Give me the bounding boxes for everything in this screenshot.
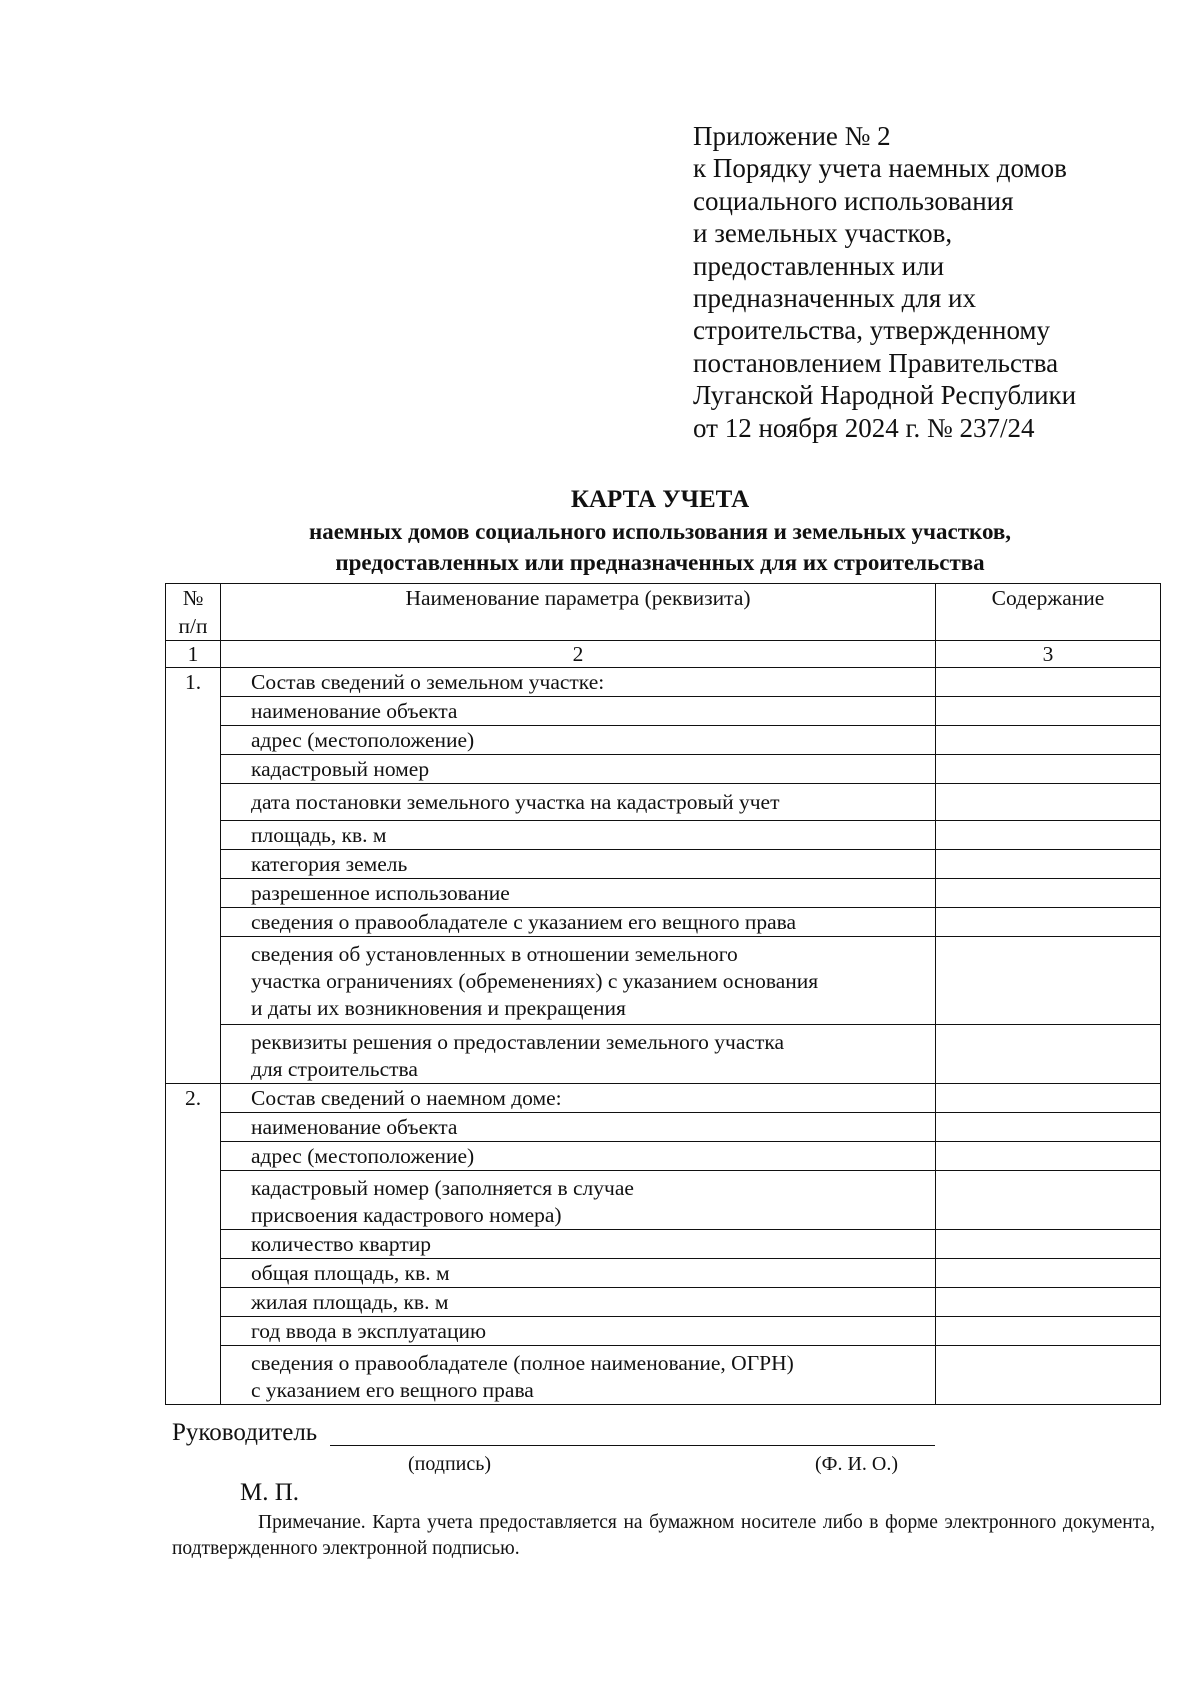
table-row — [166, 1142, 1161, 1171]
row-number-cell — [166, 697, 221, 726]
row-number-cell — [166, 726, 221, 755]
row-number-cell: 2. — [166, 1084, 221, 1113]
param-line: количество квартир — [251, 1232, 431, 1256]
document-subtitle-line: наемных домов социального использования и земельных участков, — [308, 519, 1012, 544]
param-cell — [221, 1171, 936, 1230]
content-cell[interactable] — [936, 1142, 1161, 1171]
row-number-cell — [166, 1171, 221, 1230]
row-number-cell — [166, 850, 221, 879]
header-content-cell: Содержание — [936, 584, 1161, 641]
content-cell[interactable] — [936, 821, 1161, 850]
param-cell — [221, 908, 936, 937]
content-cell[interactable] — [936, 1084, 1161, 1113]
row-number-cell — [166, 1230, 221, 1259]
param-cell — [221, 821, 936, 850]
table-row — [166, 1346, 1161, 1405]
table-header-row — [166, 584, 1161, 641]
param-line: сведения о правообладателе (полное наименование, ОГРН) — [251, 1351, 794, 1375]
param-cell — [221, 697, 936, 726]
row-number-cell — [166, 1259, 221, 1288]
content-cell[interactable] — [936, 1171, 1161, 1230]
table-row — [166, 850, 1161, 879]
content-cell[interactable] — [936, 1230, 1161, 1259]
param-cell — [221, 1288, 936, 1317]
document-title: КАРТА УЧЕТА — [570, 486, 750, 513]
content-cell[interactable] — [936, 1346, 1161, 1405]
document-subtitle-line: предоставленных или предназначенных для их строительства — [335, 550, 985, 575]
content-cell[interactable] — [936, 726, 1161, 755]
table-row — [166, 1113, 1161, 1142]
param-line: кадастровый номер — [251, 757, 430, 781]
document-title-block — [160, 484, 1160, 578]
param-line: площадь, кв. м — [251, 823, 387, 847]
row-number-cell — [166, 784, 221, 821]
table-row — [166, 726, 1161, 755]
table-row — [166, 1288, 1161, 1317]
content-cell[interactable] — [936, 850, 1161, 879]
table-row — [166, 821, 1161, 850]
param-line: жилая площадь, кв. м — [251, 1290, 449, 1314]
param-cell — [221, 1346, 936, 1405]
content-cell[interactable] — [936, 668, 1161, 697]
table-row — [166, 908, 1161, 937]
param-line: разрешенное использование — [251, 881, 510, 905]
column-number-cell: 2 — [221, 641, 936, 668]
param-cell — [221, 879, 936, 908]
section-title-row — [166, 1084, 1161, 1113]
column-number-cell: 3 — [936, 641, 1161, 668]
param-cell — [221, 1230, 936, 1259]
param-line: присвоения кадастрового номера) — [251, 1203, 562, 1227]
section-title-row — [166, 668, 1161, 697]
param-line: категория земель — [251, 852, 408, 876]
content-cell[interactable] — [936, 1025, 1161, 1084]
content-cell[interactable] — [936, 937, 1161, 1025]
table-row — [166, 1025, 1161, 1084]
appendix-line: и земельных участков, — [693, 218, 953, 249]
param-line: и даты их возникновения и прекращения — [251, 996, 626, 1020]
content-cell[interactable] — [936, 908, 1161, 937]
row-number-cell — [166, 755, 221, 784]
param-cell — [221, 1113, 936, 1142]
content-cell[interactable] — [936, 755, 1161, 784]
appendix-line: Приложение № 2 — [693, 121, 891, 151]
param-line: дата постановки земельного участка на кадастровый учет — [251, 790, 780, 814]
param-line: сведения об установленных в отношении земельного — [251, 942, 738, 966]
param-line: участка ограничениях (обременениях) с указанием основания — [251, 969, 819, 993]
table-row — [166, 879, 1161, 908]
appendix-line: Луганской Народной Республики — [693, 380, 1077, 411]
param-line: с указанием его вещного права — [251, 1378, 534, 1402]
table-row — [166, 1259, 1161, 1288]
appendix-line: от 12 ноября 2024 г. № 237/24 — [693, 412, 1035, 443]
appendix-line: предоставленных или — [693, 250, 945, 281]
table-row — [166, 1317, 1161, 1346]
row-number-cell — [166, 1288, 221, 1317]
content-cell[interactable] — [936, 1317, 1161, 1346]
appendix-line: предназначенных для их — [693, 282, 976, 313]
signature-label: Руководитель — [172, 1419, 318, 1446]
row-number-cell: 1. — [166, 668, 221, 697]
param-cell — [221, 755, 936, 784]
header-number-cell — [166, 584, 221, 641]
section-title-cell: Состав сведений о наемном доме: — [221, 1084, 936, 1113]
signature-line — [330, 1445, 935, 1446]
content-cell[interactable] — [936, 879, 1161, 908]
row-number-cell — [166, 937, 221, 1025]
registration-card-table — [165, 583, 1161, 1405]
table-row — [166, 1230, 1161, 1259]
table-row — [166, 1171, 1161, 1230]
content-cell[interactable] — [936, 784, 1161, 821]
signature-caption: (подпись) — [408, 1453, 492, 1475]
appendix-line: строительства, утвержденному — [693, 315, 1051, 346]
row-number-cell — [166, 1317, 221, 1346]
row-number-cell — [166, 908, 221, 937]
param-line: реквизиты решения о предоставлении земельного участка — [251, 1030, 785, 1054]
row-number-cell — [166, 1113, 221, 1142]
param-line: для строительства — [251, 1057, 418, 1081]
param-line: наименование объекта — [251, 699, 458, 723]
table-row — [166, 784, 1161, 821]
header-param-cell: Наименование параметра (реквизита) — [221, 584, 936, 641]
section-title-cell: Состав сведений о земельном участке: — [221, 668, 936, 697]
row-number-cell — [166, 879, 221, 908]
param-cell — [221, 1142, 936, 1171]
table-row — [166, 697, 1161, 726]
param-cell — [221, 937, 936, 1025]
appendix-line: к Порядку учета наемных домов — [693, 153, 1067, 184]
content-cell[interactable] — [936, 1113, 1161, 1142]
content-cell[interactable] — [936, 697, 1161, 726]
param-cell — [221, 850, 936, 879]
param-line: адрес (местоположение) — [251, 728, 475, 752]
column-numbers-row — [166, 641, 1161, 668]
param-line: сведения о правообладателе с указанием его вещного права — [251, 910, 797, 934]
row-number-cell — [166, 1025, 221, 1084]
param-cell — [221, 726, 936, 755]
row-number-cell — [166, 821, 221, 850]
param-cell — [221, 1317, 936, 1346]
footnote: Примечание. Карта учета предоставляется на бумажном носителе либо в форме электронного документа, подтвержденного электронной подписью. — [172, 1512, 1155, 1559]
row-number-cell — [166, 1142, 221, 1171]
content-cell[interactable] — [936, 1259, 1161, 1288]
param-cell — [221, 1259, 936, 1288]
param-line: наименование объекта — [251, 1115, 458, 1139]
header-number-line2: п/п — [178, 614, 208, 638]
stamp-place: М. П. — [240, 1479, 300, 1506]
param-line: адрес (местоположение) — [251, 1144, 475, 1168]
content-cell[interactable] — [936, 1288, 1161, 1317]
appendix-line: постановлением Правительства — [693, 347, 1059, 378]
table-row — [166, 755, 1161, 784]
header-number-line1: № — [182, 586, 204, 610]
param-cell — [221, 1025, 936, 1084]
param-line: кадастровый номер (заполняется в случае — [251, 1176, 634, 1200]
column-number-cell: 1 — [166, 641, 221, 668]
param-line: общая площадь, кв. м — [251, 1261, 450, 1285]
param-cell — [221, 784, 936, 821]
name-caption: (Ф. И. О.) — [815, 1453, 899, 1475]
table-body — [166, 584, 1161, 1405]
appendix-line: социального использования — [693, 185, 1014, 216]
param-line: год ввода в эксплуатацию — [251, 1319, 487, 1343]
row-number-cell — [166, 1346, 221, 1405]
appendix-reference — [693, 120, 1163, 444]
table-row — [166, 937, 1161, 1025]
